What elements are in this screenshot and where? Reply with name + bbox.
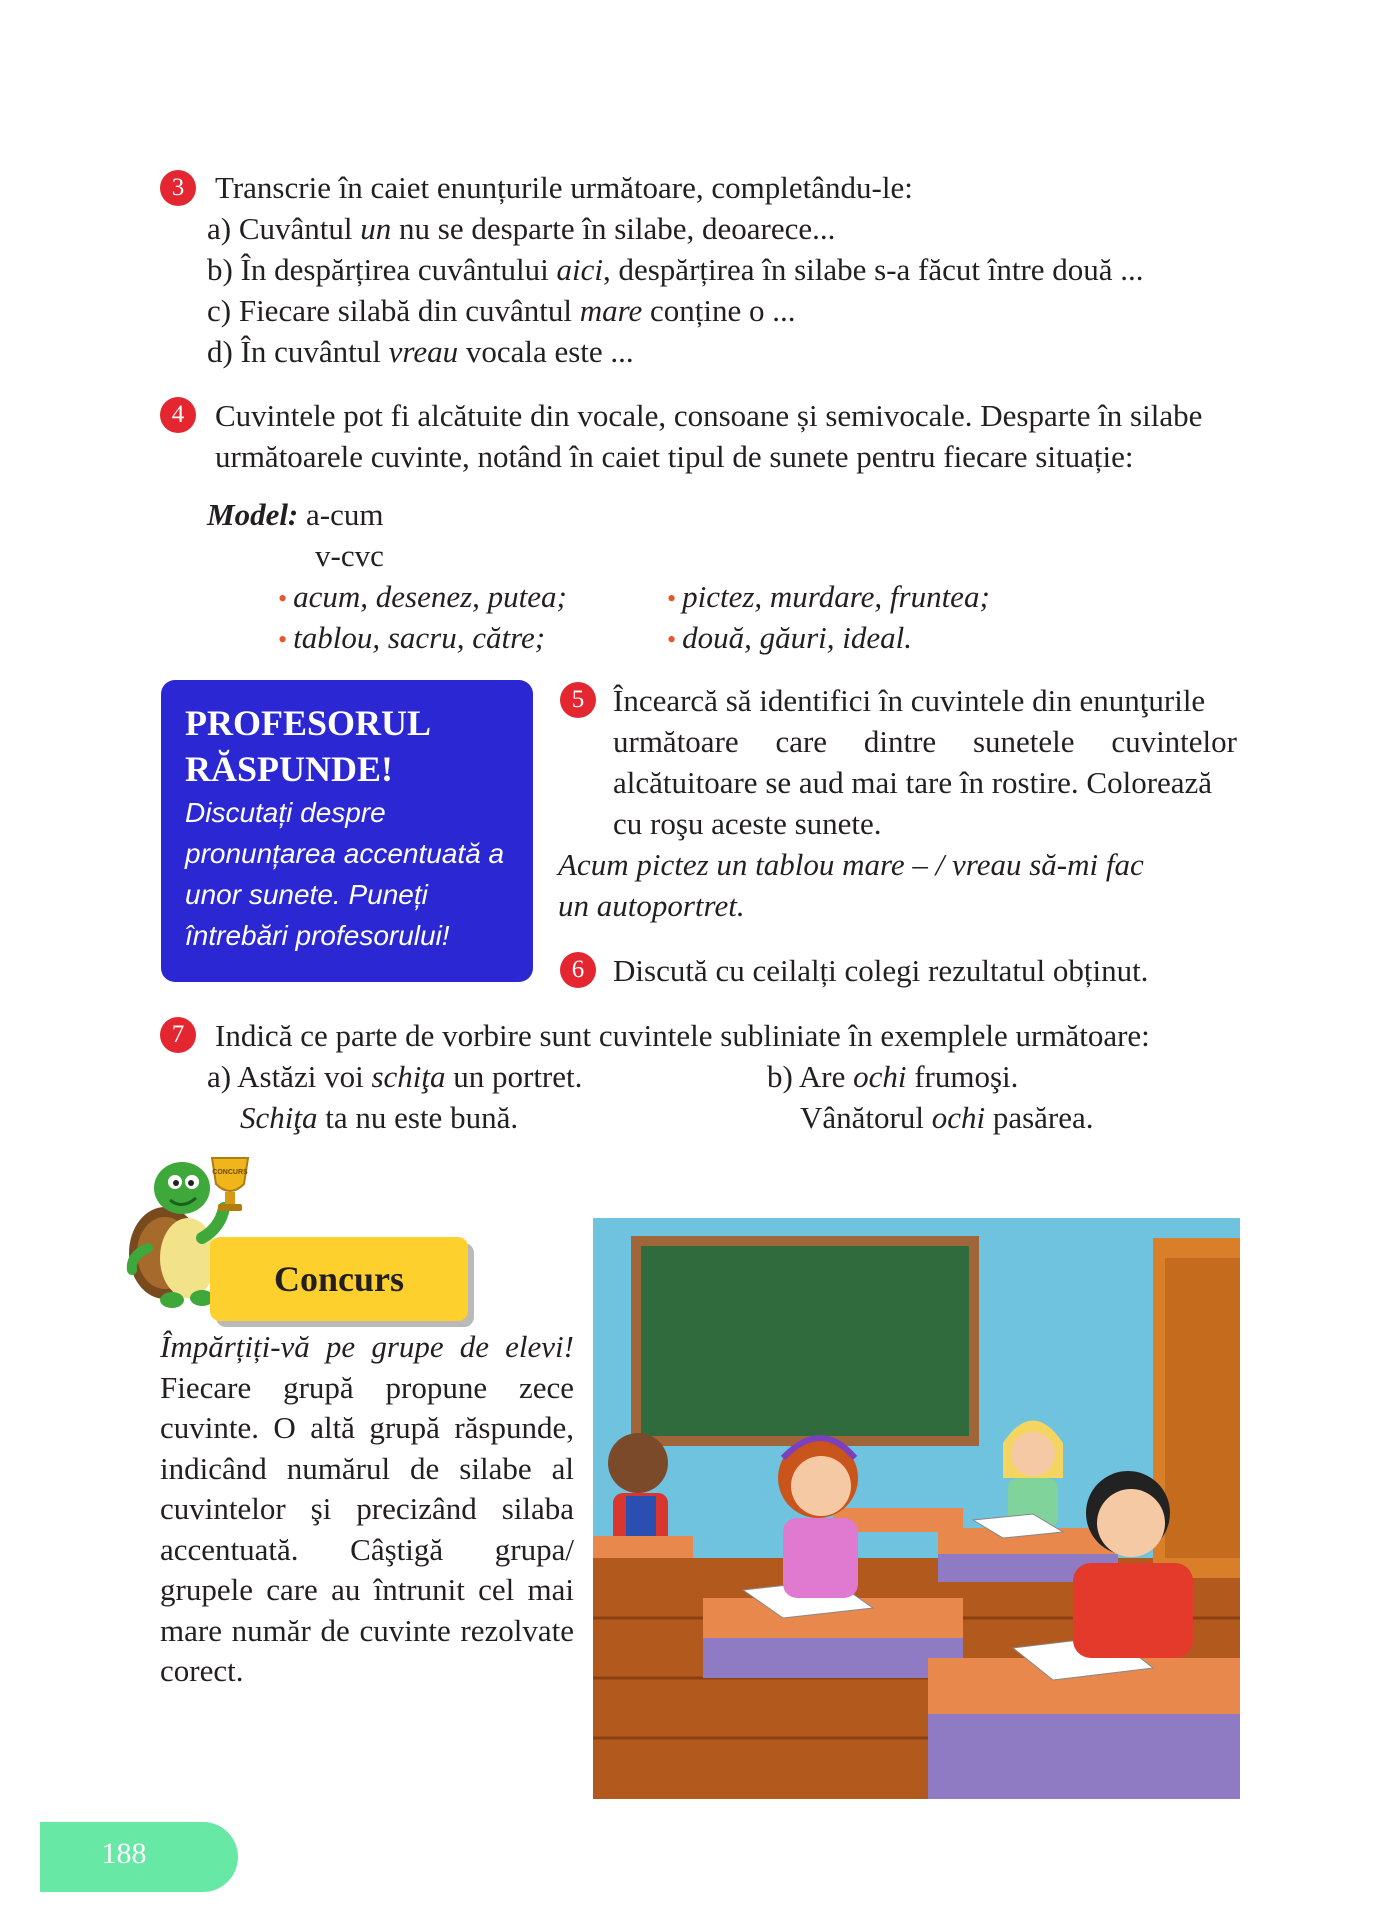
exercise-3-item-d: d) În cuvântul vreau vocala este ...	[207, 334, 634, 369]
exercise-7-intro: Indică ce parte de vorbire sunt cuvintele subliniate în exemplele următoare:	[215, 1018, 1150, 1053]
concurs-instructions: Împărțiți-vă pe grupe de elevi! Fiecare grupă propune zece cuvinte. O altă grupă răspunde, indicând numărul de silabe al cuvintelor şi precizând silaba accentuată. Câştigă grupa/ grupele care au întrunit cel mai mare număr de cuvinte rezolvate corect.	[160, 1329, 574, 1688]
word-list-item: • pictez, murdare, fruntea;	[667, 579, 990, 614]
exercise-number-badge: 4	[160, 397, 196, 433]
word-list-item: • tablou, sacru, către;	[278, 620, 546, 655]
page-number-tab	[40, 1822, 238, 1892]
exercise-number-badge: 3	[160, 170, 196, 206]
model-label: Model:	[207, 497, 299, 532]
exercise-4-line-2: următoarele cuvinte, notând în caiet tipul de sunete pentru fiecare situație:	[215, 439, 1134, 474]
exercise-5-example-1: Acum pictez un tablou mare – / vreau să-mi fac	[558, 847, 1144, 882]
exercise-number-badge: 7	[160, 1017, 196, 1053]
exercise-3-item-a: a) Cuvântul un nu se desparte în silabe, deoarece...	[207, 211, 836, 246]
exercise-3-intro: Transcrie în caiet enunțurile următoare, completându-le:	[215, 170, 913, 205]
exercise-4-line-1: Cuvintele pot fi alcătuite din vocale, consoane și semivocale. Desparte în silabe	[215, 398, 1203, 433]
classroom-illustration	[593, 1218, 1240, 1799]
model-word: a-cum	[298, 497, 384, 532]
model-line	[207, 495, 383, 535]
exercise-5-line-2: următoare care dintre sunetele cuvintelor	[613, 724, 1237, 759]
bullet-icon: •	[667, 625, 677, 654]
bullet-icon: •	[667, 584, 677, 613]
professor-box-title: PROFESORUL RĂSPUNDE!	[185, 703, 432, 789]
concurs-label: Concurs	[273, 1259, 404, 1299]
exercise-5-line-1: Încearcă să identifici în cuvintele din enunţurile	[613, 683, 1206, 718]
concurs-banner	[210, 1237, 468, 1321]
professor-box-text: Discutați despre pronunțarea accentuată a unor sunete. Puneți întrebări profesorului!	[185, 797, 505, 951]
bullet-icon: •	[278, 584, 288, 613]
exercise-number-badge: 6	[560, 952, 596, 988]
exercise-7-b1: b) Are ochi frumoşi.	[767, 1059, 1019, 1094]
exercise-5-example-2: un autoportret.	[558, 888, 745, 923]
exercise-7-b2: Vânătorul ochi pasărea.	[800, 1100, 1094, 1135]
exercise-6-text: Discută cu ceilalți colegi rezultatul obținut.	[613, 953, 1149, 988]
exercise-3-item-b: b) În despărțirea cuvântului aici, despărțirea în silabe s-a făcut între două ...	[207, 252, 1144, 287]
word-list-item: • acum, desenez, putea;	[278, 579, 567, 614]
exercise-3-item-c: c) Fiecare silabă din cuvântul mare conține o ...	[207, 293, 796, 328]
bullet-icon: •	[278, 625, 288, 654]
model-pattern: v-cvc	[315, 538, 384, 573]
svg-text:CONCURS: CONCURS	[212, 1169, 248, 1176]
exercise-number-badge: 5	[560, 682, 596, 718]
exercise-5-line-4: cu roşu aceste sunete.	[613, 806, 882, 841]
exercise-7-a2: Schiţa ta nu este bună.	[240, 1100, 519, 1135]
exercise-7-a1: a) Astăzi voi schiţa un portret.	[207, 1059, 583, 1094]
exercise-5-line-3: alcătuitoare se aud mai tare în rostire. Colorează	[613, 765, 1213, 800]
professor-answers-box	[161, 680, 533, 982]
word-list-item: • două, găuri, ideal.	[667, 620, 913, 655]
page-number: 188	[101, 1837, 147, 1870]
